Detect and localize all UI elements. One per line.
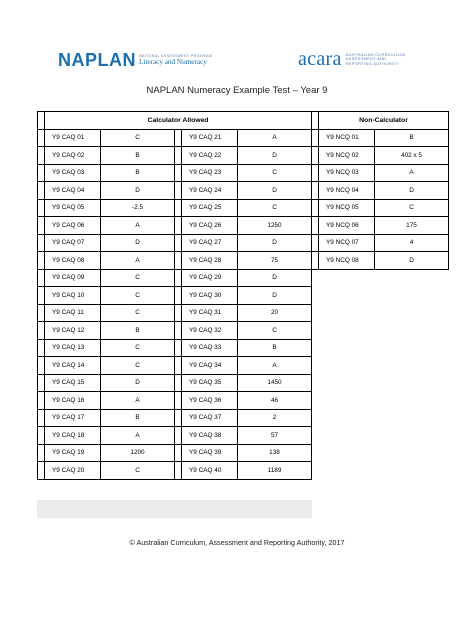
- answer-value: 1189: [238, 462, 312, 480]
- question-code: Y9 CAQ 05: [45, 199, 101, 217]
- table-gutter-cell: [312, 147, 319, 165]
- table-row: [312, 199, 449, 217]
- question-code: Y9 CAQ 33: [182, 339, 238, 357]
- naplan-logo: [58, 50, 212, 71]
- table-gutter-cell: [38, 427, 45, 445]
- answer-value: A: [101, 392, 175, 410]
- acara-logo-line: ASSESSMENT AND: [345, 56, 387, 62]
- table-gutter-cell: [175, 462, 182, 480]
- table-row: [38, 129, 312, 147]
- table-gutter-cell: [312, 164, 319, 182]
- answer-value: A: [101, 252, 175, 270]
- answer-value: 1200: [101, 444, 175, 462]
- question-code: Y9 CAQ 38: [182, 427, 238, 445]
- table-gutter-cell: [38, 199, 45, 217]
- table-gutter-cell: [312, 112, 319, 130]
- answer-value: B: [101, 147, 175, 165]
- calculator-table-body: [38, 129, 312, 479]
- table-gutter-cell: [38, 374, 45, 392]
- question-code: Y9 CAQ 04: [45, 182, 101, 200]
- question-code: Y9 CAQ 40: [182, 462, 238, 480]
- table-gutter-cell: [38, 147, 45, 165]
- question-code: Y9 CAQ 15: [45, 374, 101, 392]
- table-gutter-cell: [175, 409, 182, 427]
- table-gutter-cell: [175, 287, 182, 305]
- question-code: Y9 CAQ 35: [182, 374, 238, 392]
- table-gutter-cell: [38, 252, 45, 270]
- question-code: Y9 CAQ 13: [45, 339, 101, 357]
- answer-value: C: [101, 129, 175, 147]
- answer-value: D: [238, 234, 312, 252]
- table-gutter-cell: [38, 217, 45, 235]
- answer-value: 402 x 5: [375, 147, 449, 165]
- naplan-logo-main: Literacy and Numeracy: [139, 58, 207, 67]
- acara-logo-subtitle: [346, 53, 407, 66]
- question-code: Y9 CAQ 36: [182, 392, 238, 410]
- table-row: [38, 287, 312, 305]
- question-code: Y9 CAQ 16: [45, 392, 101, 410]
- non-calculator-table: [311, 111, 449, 270]
- question-code: Y9 CAQ 18: [45, 427, 101, 445]
- answer-value: C: [101, 287, 175, 305]
- naplan-logo-small: NATIONAL ASSESSMENT PROGRAM: [139, 53, 213, 58]
- answer-value: B: [101, 322, 175, 340]
- table-gutter-cell: [38, 234, 45, 252]
- answer-value: A: [101, 217, 175, 235]
- table-gutter-cell: [38, 304, 45, 322]
- table-gutter-cell: [38, 287, 45, 305]
- table-row: [38, 252, 312, 270]
- question-code: Y9 CAQ 34: [182, 357, 238, 375]
- answer-value: 57: [238, 427, 312, 445]
- table-gutter-cell: [38, 164, 45, 182]
- table-gutter-cell: [175, 252, 182, 270]
- non-calculator-heading: Non-Calculator: [319, 112, 449, 130]
- question-code: Y9 CAQ 26: [182, 217, 238, 235]
- table-row: [38, 182, 312, 200]
- question-code: Y9 CAQ 10: [45, 287, 101, 305]
- question-code: Y9 NCQ 02: [319, 147, 375, 165]
- question-code: Y9 CAQ 08: [45, 252, 101, 270]
- answer-value: B: [375, 129, 449, 147]
- table-footer-shading: [37, 500, 312, 518]
- question-code: Y9 NCQ 07: [319, 234, 375, 252]
- table-gutter-cell: [38, 409, 45, 427]
- answer-value: 175: [375, 217, 449, 235]
- table-row: [312, 164, 449, 182]
- answer-value: A: [375, 164, 449, 182]
- answer-value: 46: [238, 392, 312, 410]
- answer-value: A: [101, 427, 175, 445]
- question-code: Y9 CAQ 14: [45, 357, 101, 375]
- answer-value: D: [101, 234, 175, 252]
- question-code: Y9 CAQ 39: [182, 444, 238, 462]
- table-gutter-cell: [175, 164, 182, 182]
- answer-value: C: [238, 164, 312, 182]
- question-code: Y9 CAQ 11: [45, 304, 101, 322]
- answer-value: C: [101, 462, 175, 480]
- question-code: Y9 CAQ 02: [45, 147, 101, 165]
- answer-value: B: [238, 339, 312, 357]
- table-row: [38, 392, 312, 410]
- naplan-logo-word: NAPLAN: [58, 50, 136, 70]
- answer-value: D: [238, 287, 312, 305]
- answer-value: C: [101, 304, 175, 322]
- question-code: Y9 CAQ 27: [182, 234, 238, 252]
- table-row: [38, 199, 312, 217]
- table-row: [312, 182, 449, 200]
- table-row: [312, 129, 449, 147]
- answer-value: D: [238, 269, 312, 287]
- question-code: Y9 CAQ 21: [182, 129, 238, 147]
- answer-value: D: [238, 182, 312, 200]
- acara-logo: [298, 48, 407, 71]
- table-row: [38, 147, 312, 165]
- question-code: Y9 CAQ 31: [182, 304, 238, 322]
- answer-value: D: [101, 182, 175, 200]
- table-gutter-cell: [175, 392, 182, 410]
- table-row: [38, 164, 312, 182]
- table-row: [38, 444, 312, 462]
- table-gutter-cell: [175, 234, 182, 252]
- answer-value: A: [238, 357, 312, 375]
- answer-value: C: [238, 322, 312, 340]
- table-gutter-cell: [38, 392, 45, 410]
- table-row: [38, 374, 312, 392]
- answer-value: D: [375, 252, 449, 270]
- table-row: [312, 234, 449, 252]
- table-gutter-cell: [175, 427, 182, 445]
- table-gutter-cell: [175, 322, 182, 340]
- question-code: Y9 CAQ 01: [45, 129, 101, 147]
- answer-value: C: [101, 357, 175, 375]
- answer-value: -2.5: [101, 199, 175, 217]
- answer-value: C: [101, 339, 175, 357]
- question-code: Y9 CAQ 23: [182, 164, 238, 182]
- calculator-allowed-heading: Calculator Allowed: [45, 112, 312, 130]
- table-row: [38, 427, 312, 445]
- table-gutter-cell: [312, 182, 319, 200]
- table-gutter-cell: [312, 252, 319, 270]
- question-code: Y9 CAQ 32: [182, 322, 238, 340]
- question-code: Y9 CAQ 29: [182, 269, 238, 287]
- table-row: [38, 322, 312, 340]
- calculator-allowed-table: [37, 111, 312, 480]
- answer-value: C: [101, 269, 175, 287]
- table-row: [38, 234, 312, 252]
- answer-value: D: [101, 374, 175, 392]
- answer-value: B: [101, 409, 175, 427]
- table-gutter-cell: [38, 112, 45, 130]
- non-calculator-table-body: [312, 129, 449, 269]
- table-gutter-cell: [175, 199, 182, 217]
- table-gutter-cell: [175, 217, 182, 235]
- document-title: NAPLAN Numeracy Example Test – Year 9: [146, 85, 328, 96]
- question-code: Y9 CAQ 03: [45, 164, 101, 182]
- table-gutter-cell: [175, 357, 182, 375]
- table-gutter-cell: [175, 129, 182, 147]
- table-row: [38, 269, 312, 287]
- table-gutter-cell: [175, 304, 182, 322]
- table-gutter-cell: [38, 444, 45, 462]
- table-row: [38, 217, 312, 235]
- question-code: Y9 CAQ 25: [182, 199, 238, 217]
- answer-value: C: [238, 199, 312, 217]
- question-code: Y9 CAQ 20: [45, 462, 101, 480]
- table-row: [38, 409, 312, 427]
- table-gutter-cell: [38, 322, 45, 340]
- question-code: Y9 CAQ 28: [182, 252, 238, 270]
- table-gutter-cell: [312, 199, 319, 217]
- table-gutter-cell: [312, 129, 319, 147]
- answer-value: D: [375, 182, 449, 200]
- question-code: Y9 NCQ 03: [319, 164, 375, 182]
- table-gutter-cell: [175, 339, 182, 357]
- answer-value: 1450: [238, 374, 312, 392]
- table-gutter-cell: [175, 269, 182, 287]
- table-row: [312, 147, 449, 165]
- naplan-logo-subtitle: [139, 55, 212, 67]
- table-gutter-cell: [175, 147, 182, 165]
- table-gutter-cell: [175, 374, 182, 392]
- question-code: Y9 CAQ 22: [182, 147, 238, 165]
- question-code: Y9 CAQ 07: [45, 234, 101, 252]
- answer-value: B: [101, 164, 175, 182]
- answer-value: D: [238, 147, 312, 165]
- question-code: Y9 NCQ 05: [319, 199, 375, 217]
- table-gutter-cell: [312, 234, 319, 252]
- table-gutter-cell: [38, 129, 45, 147]
- question-code: Y9 CAQ 30: [182, 287, 238, 305]
- table-gutter-cell: [38, 462, 45, 480]
- acara-logo-line: AUSTRALIAN CURRICULUM,: [345, 52, 407, 58]
- table-row: [312, 252, 449, 270]
- answer-value: 75: [238, 252, 312, 270]
- answer-value: 138: [238, 444, 312, 462]
- question-code: Y9 CAQ 24: [182, 182, 238, 200]
- answer-value: 1250: [238, 217, 312, 235]
- question-code: Y9 NCQ 06: [319, 217, 375, 235]
- table-gutter-cell: [38, 269, 45, 287]
- answer-value: A: [238, 129, 312, 147]
- question-code: Y9 NCQ 01: [319, 129, 375, 147]
- table-row: [312, 217, 449, 235]
- question-code: Y9 CAQ 09: [45, 269, 101, 287]
- acara-logo-word: acara: [298, 48, 342, 70]
- question-code: Y9 CAQ 19: [45, 444, 101, 462]
- question-code: Y9 NCQ 08: [319, 252, 375, 270]
- table-gutter-cell: [38, 357, 45, 375]
- answer-value: C: [375, 199, 449, 217]
- acara-logo-line: REPORTING AUTHORITY: [345, 60, 400, 66]
- table-gutter-cell: [38, 182, 45, 200]
- table-gutter-cell: [175, 444, 182, 462]
- question-code: Y9 CAQ 06: [45, 217, 101, 235]
- table-row: [38, 339, 312, 357]
- answer-value: 20: [238, 304, 312, 322]
- table-row: [38, 304, 312, 322]
- table-gutter-cell: [312, 217, 319, 235]
- answer-value: 2: [238, 409, 312, 427]
- question-code: Y9 CAQ 37: [182, 409, 238, 427]
- question-code: Y9 CAQ 17: [45, 409, 101, 427]
- table-row: [38, 357, 312, 375]
- table-gutter-cell: [175, 182, 182, 200]
- table-gutter-cell: [38, 339, 45, 357]
- answer-value: 4: [375, 234, 449, 252]
- question-code: Y9 CAQ 12: [45, 322, 101, 340]
- table-row: [38, 462, 312, 480]
- copyright-footer: © Australian Curriculum, Assessment and Reporting Authority, 2017: [129, 538, 345, 547]
- question-code: Y9 NCQ 04: [319, 182, 375, 200]
